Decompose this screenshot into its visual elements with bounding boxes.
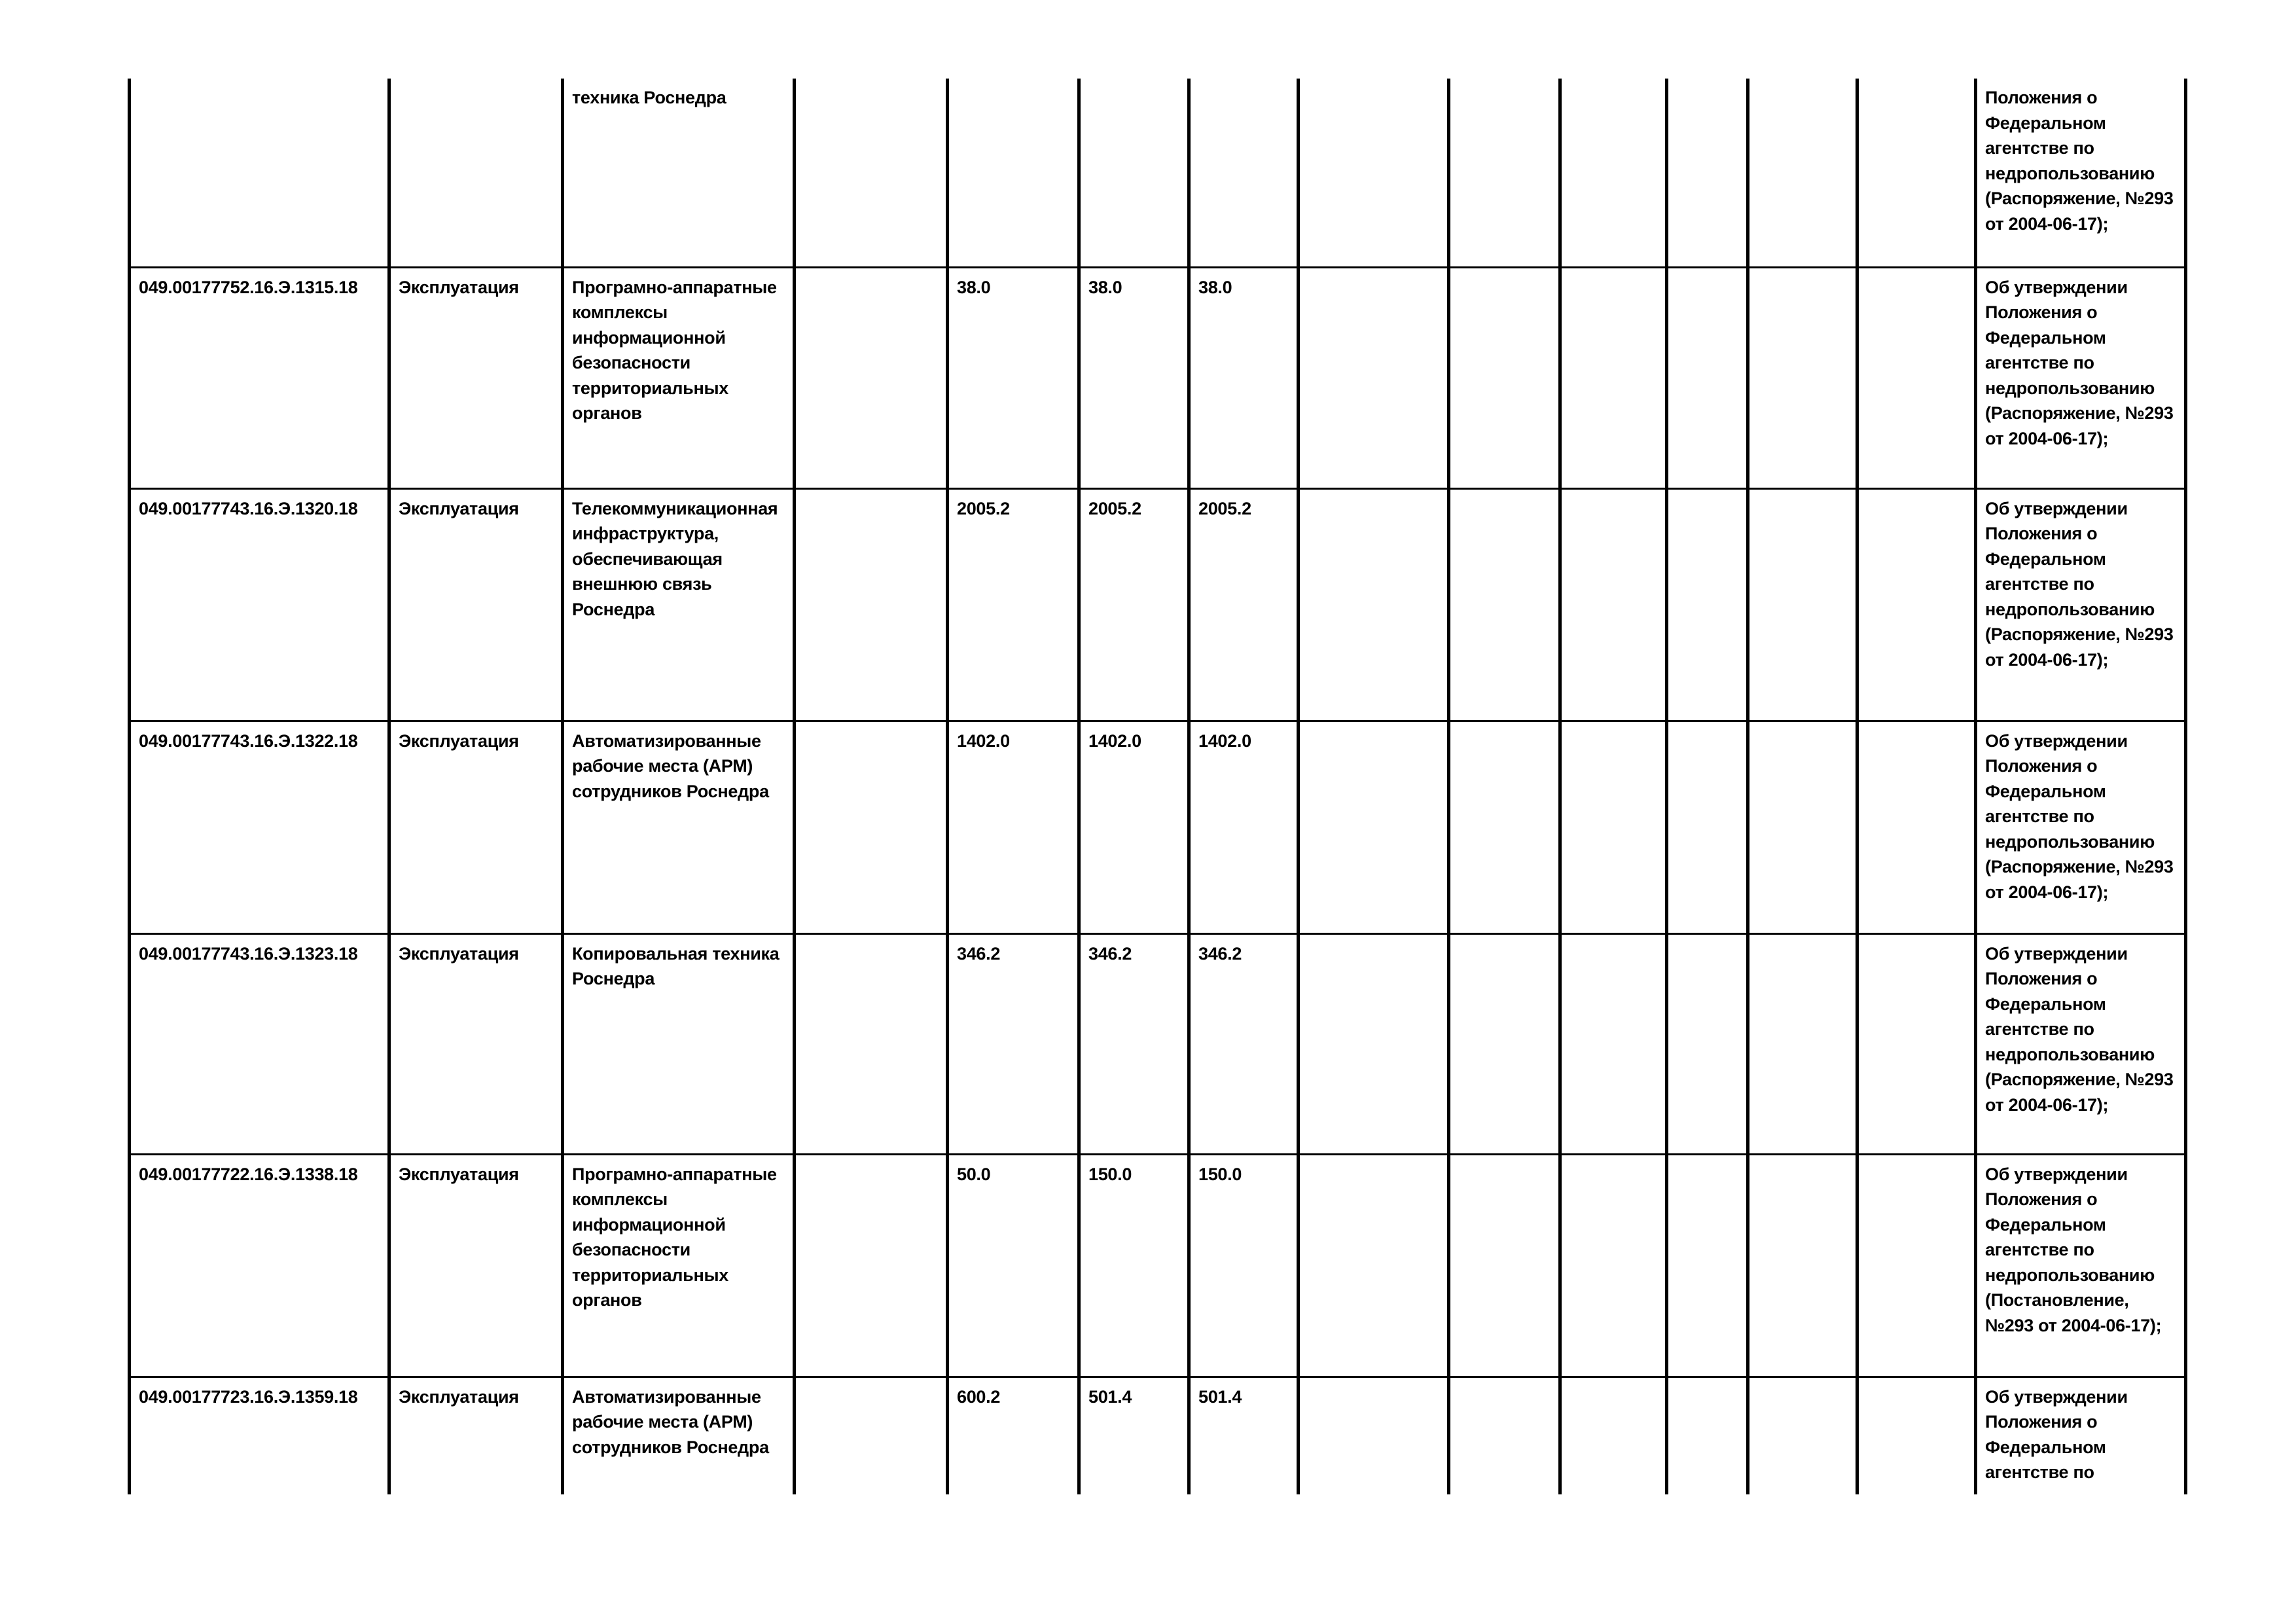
row-name: Телекоммуникационная инфраструктура, обеспечивающая внешнюю связь Роснедра	[563, 488, 795, 721]
row-col4	[795, 267, 948, 488]
row-value-3: 2005.2	[1189, 488, 1299, 721]
empty-cell	[1449, 721, 1560, 933]
row-value-3: 38.0	[1189, 267, 1299, 488]
expense-table	[128, 79, 2187, 1494]
empty-cell	[1560, 1377, 1667, 1494]
row-value-2: 150.0	[1079, 1154, 1189, 1377]
row-value-3: 1402.0	[1189, 721, 1299, 933]
empty-cell	[1560, 933, 1667, 1154]
empty-cell	[1449, 79, 1560, 267]
row-name: Програмно-аппаратные комплексы информационной безопасности территориальных органов	[563, 1154, 795, 1377]
empty-cell	[1299, 79, 1449, 267]
row-name: техника Роснедра	[563, 79, 795, 267]
row-name: Копировальная техника Роснедра	[563, 933, 795, 1154]
empty-cell	[1449, 267, 1560, 488]
row-value-3: 346.2	[1189, 933, 1299, 1154]
empty-cell	[1857, 267, 1976, 488]
row-value-3: 501.4	[1189, 1377, 1299, 1494]
row-value-2: 346.2	[1079, 933, 1189, 1154]
empty-cell	[1748, 1377, 1857, 1494]
table-row	[130, 933, 2186, 1154]
row-code: 049.00177743.16.Э.1320.18	[130, 488, 389, 721]
empty-cell	[1449, 933, 1560, 1154]
empty-cell	[1748, 79, 1857, 267]
row-col4	[795, 933, 948, 1154]
empty-cell	[1667, 721, 1748, 933]
row-basis: Положения о Федеральном агентстве по недропользованию (Распоряжение, №293 от 2004-06-17);	[1976, 79, 2186, 267]
row-stage: Эксплуатация	[389, 1377, 563, 1494]
row-basis: Об утверждении Положения о Федеральном агентстве по недропользованию (Распоряжение, №293 от 2004-06-17);	[1976, 267, 2186, 488]
row-code: 049.00177743.16.Э.1323.18	[130, 933, 389, 1154]
empty-cell	[1857, 79, 1976, 267]
empty-cell	[1299, 933, 1449, 1154]
row-name: Автоматизированные рабочие места (АРМ) сотрудников Роснедра	[563, 721, 795, 933]
row-col4	[795, 721, 948, 933]
row-name: Автоматизированные рабочие места (АРМ) сотрудников Роснедра	[563, 1377, 795, 1494]
row-value-2: 1402.0	[1079, 721, 1189, 933]
empty-cell	[1857, 933, 1976, 1154]
row-basis: Об утверждении Положения о Федеральном агентстве по недропользованию (Распоряжение, №293 от 2004-06-17);	[1976, 721, 2186, 933]
empty-cell	[1748, 933, 1857, 1154]
empty-cell	[1667, 1377, 1748, 1494]
table-row	[130, 79, 2186, 267]
row-value-1: 38.0	[948, 267, 1079, 488]
empty-cell	[1857, 721, 1976, 933]
empty-cell	[1449, 1154, 1560, 1377]
row-name: Програмно-аппаратные комплексы информационной безопасности территориальных органов	[563, 267, 795, 488]
empty-cell	[1560, 79, 1667, 267]
row-value-2: 501.4	[1079, 1377, 1189, 1494]
empty-cell	[1857, 488, 1976, 721]
row-code: 049.00177723.16.Э.1359.18	[130, 1377, 389, 1494]
table-row	[130, 1377, 2186, 1494]
table-row	[130, 1154, 2186, 1377]
row-value-1: 346.2	[948, 933, 1079, 1154]
empty-cell	[1449, 1377, 1560, 1494]
row-basis: Об утверждении Положения о Федеральном агентстве по недропользованию (Распоряжение, №293 от 2004-06-17);	[1976, 488, 2186, 721]
row-col4	[795, 488, 948, 721]
document-page	[128, 79, 2184, 1500]
row-value-1: 50.0	[948, 1154, 1079, 1377]
row-value-2: 38.0	[1079, 267, 1189, 488]
empty-cell	[1299, 1377, 1449, 1494]
empty-cell	[1857, 1377, 1976, 1494]
row-stage: Эксплуатация	[389, 488, 563, 721]
row-value-1	[948, 79, 1079, 267]
row-basis: Об утверждении Положения о Федеральном агентстве по недропользованию (Распоряжение, №293 от 2004-06-17);	[1976, 933, 2186, 1154]
row-code: 049.00177743.16.Э.1322.18	[130, 721, 389, 933]
row-code	[130, 79, 389, 267]
row-value-2	[1079, 79, 1189, 267]
empty-cell	[1667, 1154, 1748, 1377]
row-value-1: 600.2	[948, 1377, 1079, 1494]
empty-cell	[1748, 488, 1857, 721]
empty-cell	[1299, 721, 1449, 933]
table-row	[130, 488, 2186, 721]
row-stage: Эксплуатация	[389, 1154, 563, 1377]
empty-cell	[1560, 267, 1667, 488]
row-value-1: 2005.2	[948, 488, 1079, 721]
row-basis: Об утверждении Положения о Федеральном агентстве по недропользованию (Постановление, №293 от 2004-06-17);	[1976, 1154, 2186, 1377]
empty-cell	[1748, 267, 1857, 488]
empty-cell	[1299, 1154, 1449, 1377]
row-basis: Об утверждении Положения о Федеральном агентстве по	[1976, 1377, 2186, 1494]
row-value-3: 150.0	[1189, 1154, 1299, 1377]
empty-cell	[1748, 721, 1857, 933]
table-row	[130, 267, 2186, 488]
empty-cell	[1299, 488, 1449, 721]
empty-cell	[1667, 488, 1748, 721]
row-value-1: 1402.0	[948, 721, 1079, 933]
empty-cell	[1667, 79, 1748, 267]
row-code: 049.00177752.16.Э.1315.18	[130, 267, 389, 488]
table-row	[130, 721, 2186, 933]
row-value-3	[1189, 79, 1299, 267]
row-col4	[795, 1377, 948, 1494]
empty-cell	[1560, 1154, 1667, 1377]
row-value-2: 2005.2	[1079, 488, 1189, 721]
row-code: 049.00177722.16.Э.1338.18	[130, 1154, 389, 1377]
row-stage: Эксплуатация	[389, 721, 563, 933]
empty-cell	[1857, 1154, 1976, 1377]
row-stage	[389, 79, 563, 267]
empty-cell	[1748, 1154, 1857, 1377]
empty-cell	[1560, 488, 1667, 721]
row-stage: Эксплуатация	[389, 267, 563, 488]
row-stage: Эксплуатация	[389, 933, 563, 1154]
empty-cell	[1560, 721, 1667, 933]
empty-cell	[1667, 267, 1748, 488]
empty-cell	[1449, 488, 1560, 721]
row-col4	[795, 79, 948, 267]
empty-cell	[1667, 933, 1748, 1154]
row-col4	[795, 1154, 948, 1377]
empty-cell	[1299, 267, 1449, 488]
